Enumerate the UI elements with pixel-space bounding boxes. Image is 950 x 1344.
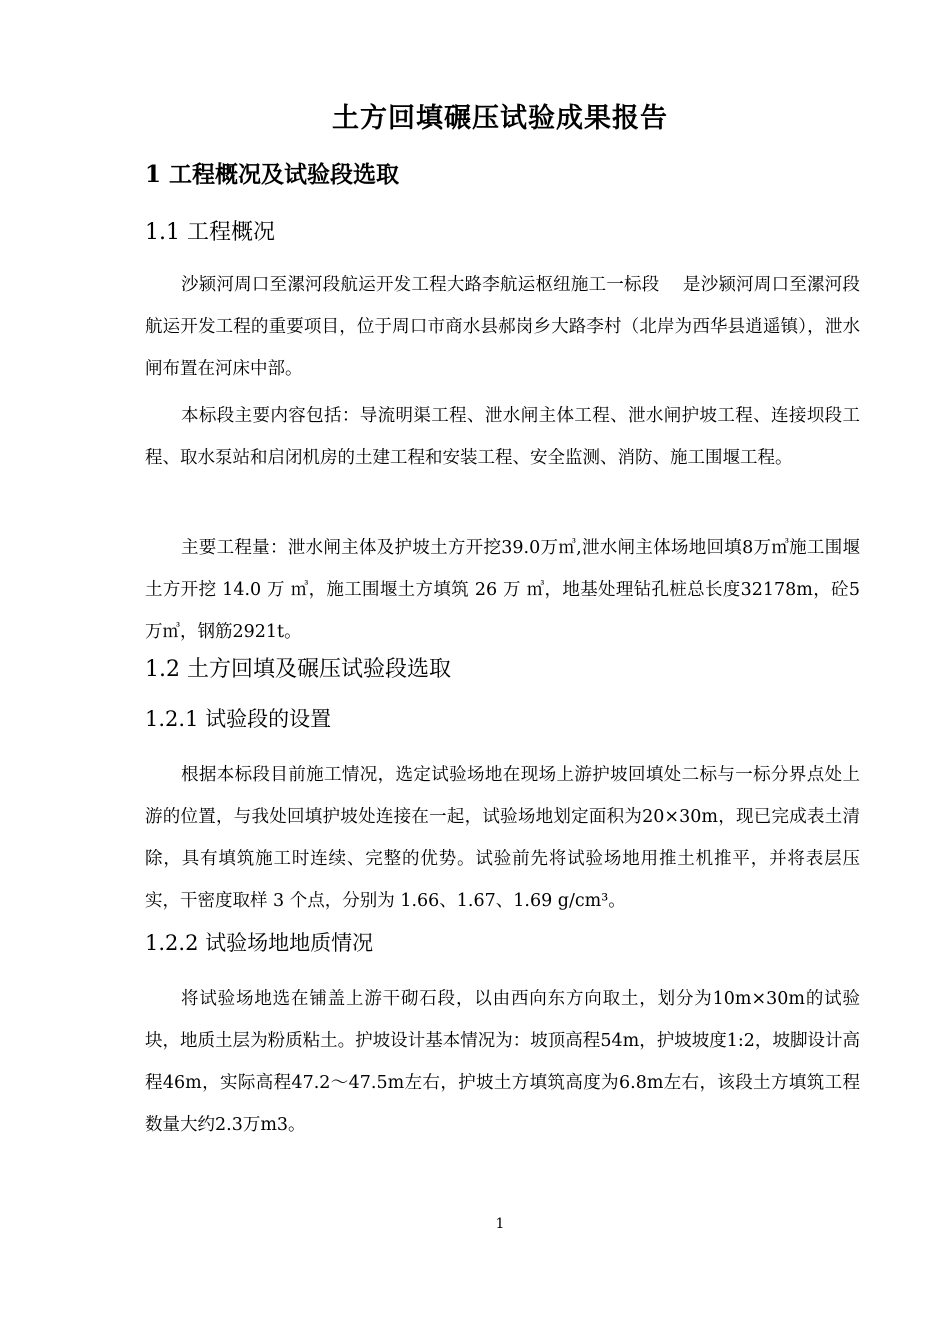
- paragraph-scope: 本标段主要内容包括：导流明渠工程、泄水闸主体工程、泄水闸护坡工程、连接坝段工程、取水泵站和启闭机房的土建工程和安装工程、安全监测、消防、施工围堰工程。: [145, 406, 860, 468]
- page-number: 1: [495, 1216, 505, 1232]
- section-1-1-heading: 1.1 工程概况: [145, 220, 275, 245]
- section-1-2-2-heading: 1.2.2 试验场地地质情况: [145, 931, 374, 955]
- paragraph-quantities: 主要工程量：泄水闸主体及护坡土方开挖39.0万㎥,泄水闸主体场地回填8万㎥施工围堰土方开挖 14.0 万 ㎥，施工围堰土方填筑 26 万 ㎥，地基处理钻孔桩总长度32178m，砼5万㎥，钢筋2921t。: [145, 538, 860, 642]
- paragraph-geology: 将试验场地选在铺盖上游干砌石段，以由西向东方向取土，划分为10m×30m的试验块，地质土层为粉质粘土。护坡设计基本情况为：坡顶高程54m，护坡坡度1:2，坡脚设计高程46m，实际高程47.2～47.5m左右，护坡土方填筑高度为6.8m左右，该段土方填筑工程数量大约2.3万m3。: [145, 989, 860, 1135]
- paragraph-project-overview: 沙颍河周口至漯河段航运开发工程大路李航运枢纽施工一标段 是沙颍河周口至漯河段航运开发工程的重要项目，位于周口市商水县郝岗乡大路李村（北岸为西华县逍遥镇），泄水闸布置在河床中部。: [145, 275, 860, 379]
- section-1-2-1-heading: 1.2.1 试验段的设置: [145, 707, 332, 731]
- document-title: 土方回填碾压试验成果报告: [332, 103, 668, 134]
- section-1-heading: 1 工程概况及试验段选取: [145, 161, 400, 188]
- section-1-2-heading: 1.2 土方回填及碾压试验段选取: [145, 657, 451, 682]
- paragraph-test-section-setup: 根据本标段目前施工情况，选定试验场地在现场上游护坡回填处二标与一标分界点处上游的位置，与我处回填护坡处连接在一起，试验场地划定面积为20×30m，现已完成表土清除，具有填筑施工时连续、完整的优势。试验前先将试验场地用推土机推平，并将表层压实，干密度取样 3 个点，分别为 1.66、1.67、1.69 g/cm³。: [145, 765, 860, 911]
